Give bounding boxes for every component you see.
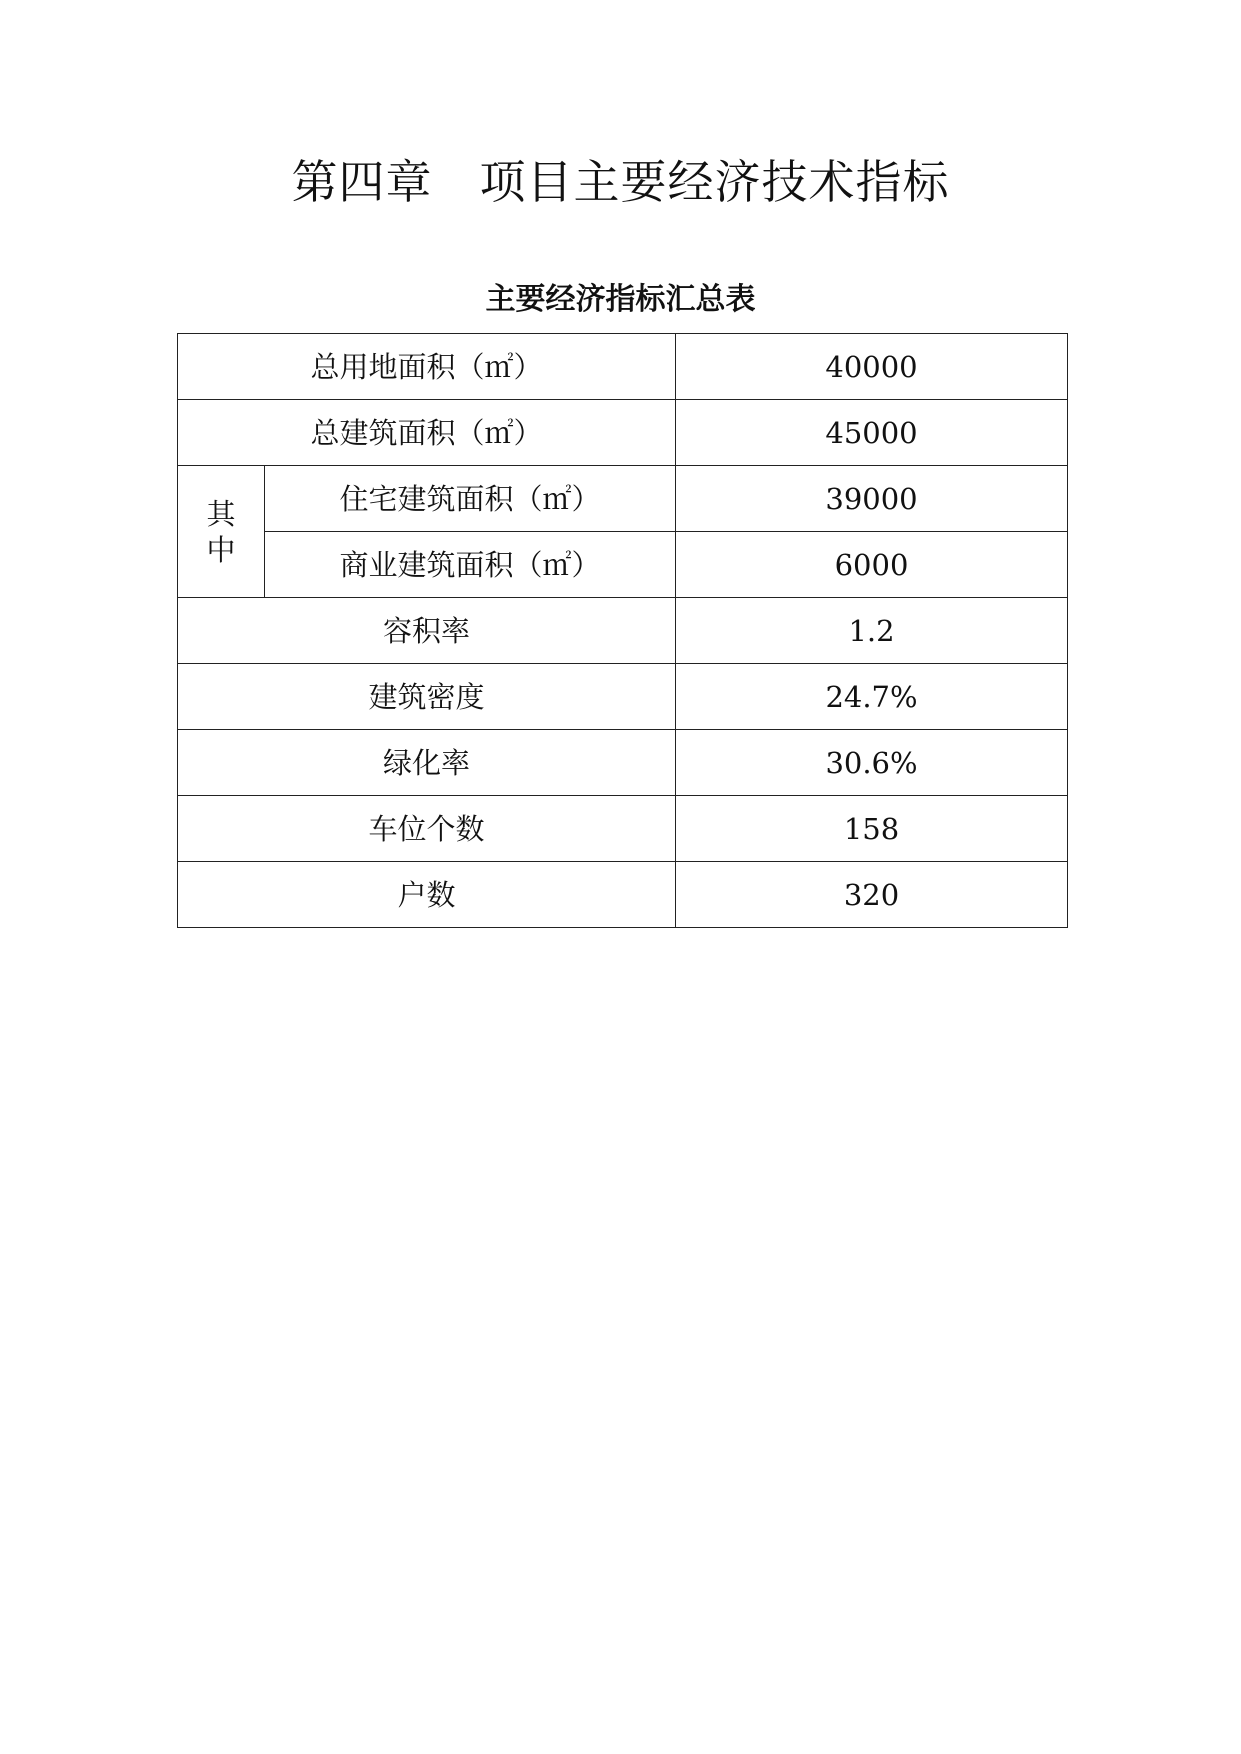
row-value: 45000: [676, 400, 1068, 466]
table-row: [178, 334, 1068, 400]
group-label-line: 中: [206, 532, 236, 567]
table-row: [178, 664, 1068, 730]
row-value: 6000: [676, 532, 1068, 598]
row-value: 40000: [676, 334, 1068, 400]
table-row: [178, 466, 1068, 532]
row-value: 1.2: [676, 598, 1068, 664]
table-row: [178, 862, 1068, 928]
table-caption: 主要经济指标汇总表: [485, 282, 756, 317]
row-value: 320: [676, 862, 1068, 928]
row-label: 商业建筑面积（㎡）: [265, 532, 676, 598]
row-label: 住宅建筑面积（㎡）: [265, 466, 676, 532]
row-value: 24.7%: [676, 664, 1068, 730]
table-row: [178, 598, 1068, 664]
table-row: [178, 400, 1068, 466]
row-label: 建筑密度: [178, 664, 676, 730]
row-label: 容积率: [178, 598, 676, 664]
table-row: [178, 532, 1068, 598]
row-label: 绿化率: [178, 730, 676, 796]
economic-indicators-table: [177, 333, 1068, 928]
row-label: 总建筑面积（㎡）: [178, 400, 676, 466]
table-row: [178, 730, 1068, 796]
chapter-title: 第四章 项目主要经济技术指标: [291, 155, 950, 209]
row-value: 158: [676, 796, 1068, 862]
row-label: 总用地面积（㎡）: [178, 334, 676, 400]
group-label-cell: [178, 466, 265, 598]
row-value: 39000: [676, 466, 1068, 532]
group-label-line: 其: [206, 496, 236, 531]
row-value: 30.6%: [676, 730, 1068, 796]
row-label: 车位个数: [178, 796, 676, 862]
table-row: [178, 796, 1068, 862]
row-label: 户数: [178, 862, 676, 928]
